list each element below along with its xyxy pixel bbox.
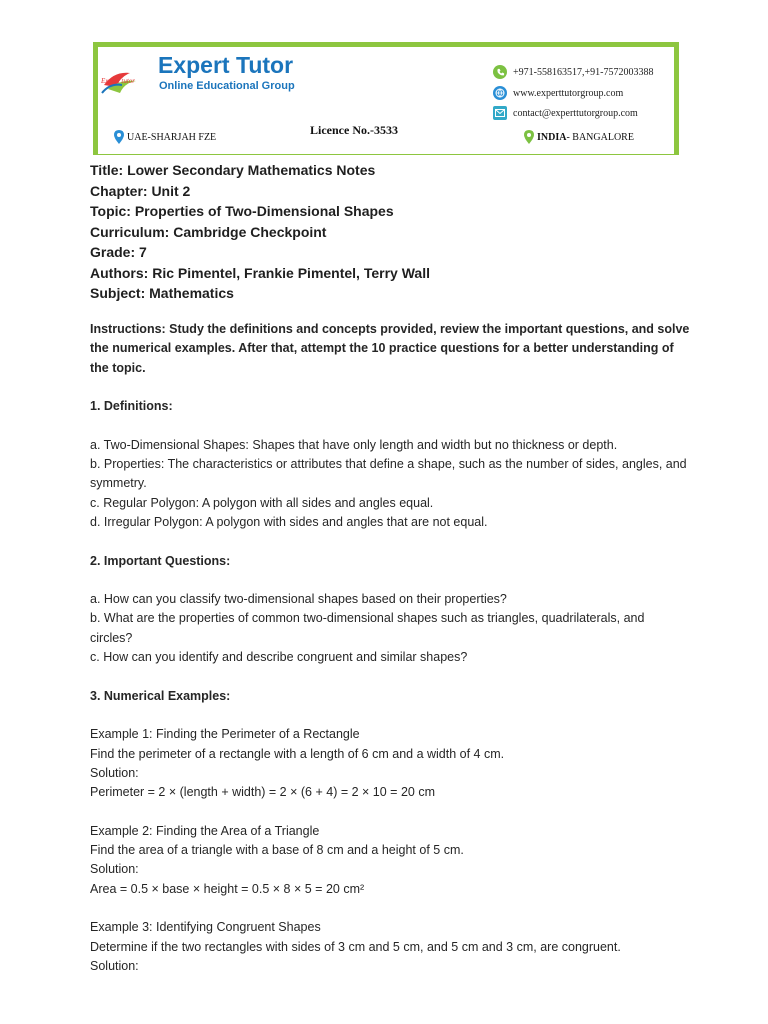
meta-curriculum: Curriculum: Cambridge Checkpoint bbox=[90, 223, 327, 240]
meta-topic: Topic: Properties of Two-Dimensional Shapes bbox=[90, 203, 394, 219]
example-2-solution: Area = 0.5 × base × height = 0.5 × 8 × 5 = 20 cm² bbox=[90, 881, 365, 896]
licence-number: Licence No.-3533 bbox=[310, 123, 398, 137]
example-2-problem: Find the area of a triangle with a base of 8 cm and a height of 5 cm. bbox=[90, 843, 464, 858]
meta-grade: Grade: 7 bbox=[90, 244, 147, 260]
questions-heading: 2. Important Questions: bbox=[90, 553, 231, 568]
location-india-country: INDIA bbox=[537, 131, 567, 143]
letterhead-footer bbox=[98, 123, 674, 154]
email-icon bbox=[493, 106, 507, 120]
brand-subtitle: Online Educational Group bbox=[159, 80, 295, 92]
definitions-heading: 1. Definitions: bbox=[90, 399, 173, 414]
website-link[interactable]: www.experttutorgroup.com bbox=[513, 87, 624, 99]
example-3-solution-label: Solution: bbox=[90, 958, 139, 973]
contact-phone bbox=[493, 64, 653, 80]
example-1-title: Example 1: Finding the Perimeter of a Rectangle bbox=[90, 727, 360, 742]
question-item: b. What are the properties of common two-dimensional shapes such as triangles, quadrilaterals, and circles? bbox=[90, 611, 645, 645]
instructions: Instructions: Study the definitions and concepts provided, review the important questions, and solve the numerical examples. After that, attempt the 10 practice questions for a better understanding of the topic. bbox=[90, 322, 690, 375]
phone-icon bbox=[493, 65, 507, 79]
brand-name: Expert Tutor bbox=[158, 52, 294, 78]
definition-item: a. Two-Dimensional Shapes: Shapes that have only length and width but no thickness or depth. bbox=[90, 437, 618, 452]
question-item: a. How can you classify two-dimensional shapes based on their properties? bbox=[90, 592, 507, 607]
example-3-problem: Determine if the two rectangles with sides of 3 cm and 5 cm, and 5 cm and 3 cm, are congruent. bbox=[90, 939, 621, 954]
question-item: c. How can you identify and describe congruent and similar shapes? bbox=[90, 650, 468, 665]
location-uae-text: UAE-SHARJAH FZE bbox=[127, 131, 217, 143]
examples-heading: 3. Numerical Examples: bbox=[90, 688, 231, 703]
email-link[interactable]: contact@experttutorgroup.com bbox=[513, 107, 638, 119]
globe-icon bbox=[493, 86, 507, 100]
example-2-solution-label: Solution: bbox=[90, 862, 139, 877]
definition-item: d. Irregular Polygon: A polygon with sides and angles that are not equal. bbox=[90, 514, 488, 529]
map-pin-icon bbox=[524, 130, 534, 144]
document-body bbox=[90, 320, 690, 976]
example-1-problem: Find the perimeter of a rectangle with a length of 6 cm and a width of 4 cm. bbox=[90, 746, 505, 761]
example-3-title: Example 3: Identifying Congruent Shapes bbox=[90, 920, 321, 935]
contact-website[interactable] bbox=[493, 85, 623, 101]
phone-text: +971-558163517,+91-7572003388 bbox=[513, 66, 654, 78]
definition-item: b. Properties: The characteristics or attributes that define a shape, such as the number of sides, angles, and symmetry. bbox=[90, 457, 687, 491]
map-pin-icon bbox=[114, 130, 124, 144]
document-meta bbox=[90, 160, 690, 304]
letterhead bbox=[93, 42, 679, 155]
example-1-solution-label: Solution: bbox=[90, 765, 139, 780]
contact-email[interactable] bbox=[493, 105, 638, 121]
letterhead-top bbox=[98, 47, 674, 133]
meta-chapter: Chapter: Unit 2 bbox=[90, 182, 191, 199]
location-india-city: - BANGALORE bbox=[566, 131, 634, 143]
brand-tagline: Expert tutor bbox=[101, 77, 136, 85]
meta-subject: Subject: Mathematics bbox=[90, 285, 234, 301]
location-india bbox=[524, 130, 634, 144]
location-uae bbox=[114, 130, 216, 144]
example-2-title: Example 2: Finding the Area of a Triangle bbox=[90, 823, 320, 838]
meta-title: Title: Lower Secondary Mathematics Notes bbox=[90, 162, 376, 178]
definition-item: c. Regular Polygon: A polygon with all sides and angles equal. bbox=[90, 495, 434, 510]
example-1-solution: Perimeter = 2 × (length + width) = 2 × (6 + 4) = 2 × 10 = 20 cm bbox=[90, 785, 435, 800]
meta-authors: Authors: Ric Pimentel, Frankie Pimentel, Terry Wall bbox=[90, 264, 430, 281]
